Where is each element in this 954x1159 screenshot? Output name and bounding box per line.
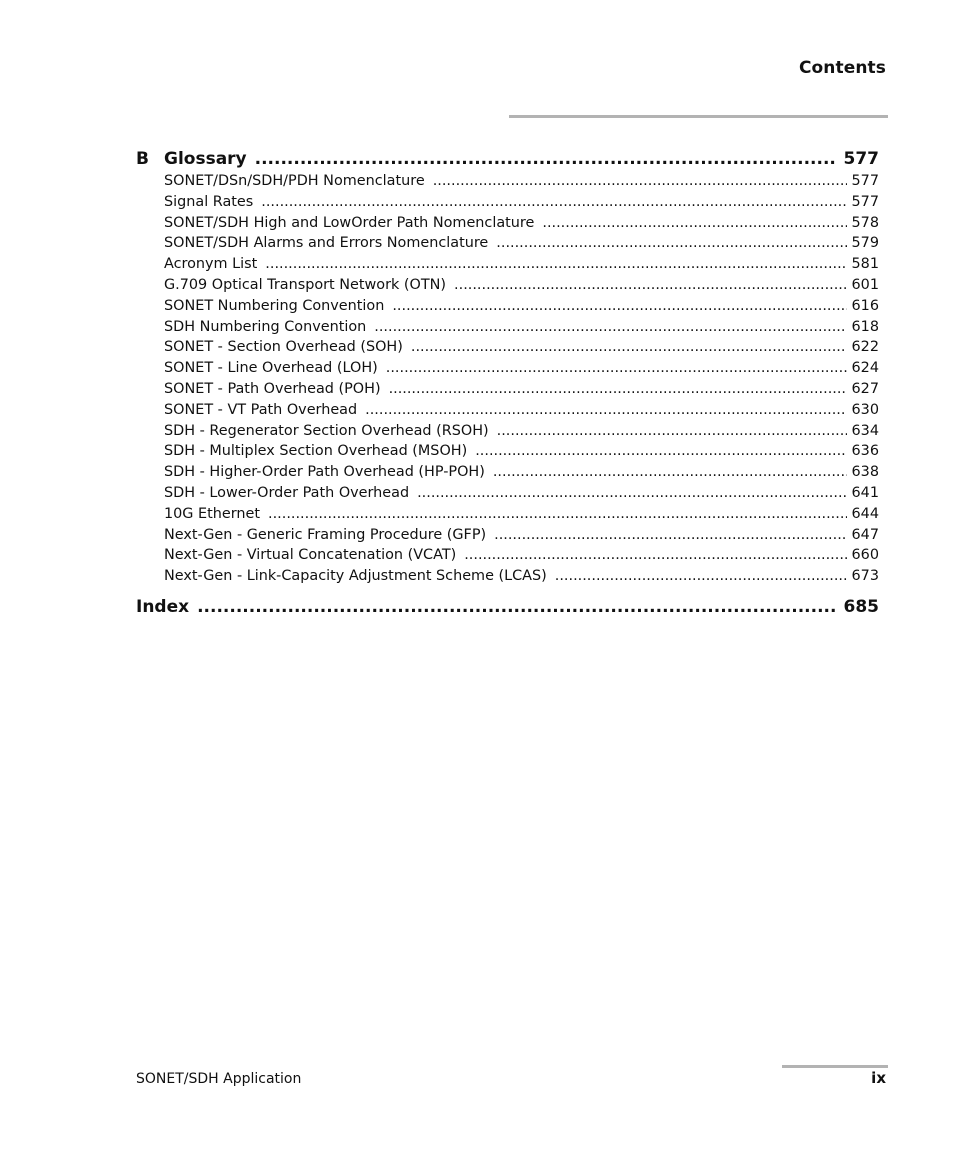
toc-dot-leader [389, 379, 847, 400]
toc-entry[interactable] [136, 296, 879, 317]
toc-entry-title: Next-Gen - Virtual Concatenation (VCAT) [164, 547, 457, 564]
toc-entry[interactable] [136, 441, 879, 462]
toc-entry[interactable] [136, 566, 879, 587]
toc-entry[interactable] [136, 192, 879, 213]
toc-dot-leader [365, 400, 846, 421]
toc-entry-title: SONET/SDH High and LowOrder Path Nomenclature [164, 214, 535, 231]
toc-entry-page: 618 [851, 318, 879, 335]
toc-entry-title: G.709 Optical Transport Network (OTN) [164, 276, 447, 293]
toc-chapter-glossary[interactable] [136, 147, 879, 171]
toc-chapter-page: 685 [843, 596, 879, 617]
toc-dot-leader [374, 317, 846, 338]
toc-entry-title: SDH - Higher-Order Path Overhead (HP-POH) [164, 464, 485, 481]
toc-entry-title: SDH Numbering Convention [164, 318, 367, 335]
toc-entry[interactable] [136, 379, 879, 400]
toc-entry-page: 622 [851, 339, 879, 356]
toc-chapter-number: B [136, 149, 149, 169]
toc-entry-title: SONET/SDH Alarms and Errors Nomenclature [164, 235, 489, 252]
toc-entry[interactable] [136, 317, 879, 338]
toc-entry-title: SONET - Line Overhead (LOH) [164, 360, 378, 377]
toc-entry[interactable] [136, 421, 879, 442]
toc-spacer [136, 587, 879, 595]
footer-document-title: SONET/SDH Application [136, 1071, 302, 1087]
toc-dot-leader [261, 192, 846, 213]
toc-entry-page: 660 [851, 547, 879, 564]
toc-dot-leader [411, 337, 847, 358]
toc-dot-leader [555, 566, 847, 587]
toc-dot-leader [464, 545, 846, 566]
toc-entry-title: Acronym List [164, 256, 258, 273]
toc-chapter-page: 577 [843, 149, 879, 169]
toc-entry-title: SDH - Regenerator Section Overhead (RSOH) [164, 422, 489, 439]
toc-entry[interactable] [136, 545, 879, 566]
footer-page-number: ix [871, 1069, 886, 1087]
toc-entry-title: SDH - Multiplex Section Overhead (MSOH) [164, 443, 468, 460]
toc-entry-page: 624 [851, 360, 879, 377]
toc-dot-leader [497, 421, 847, 442]
toc-dot-leader [493, 462, 847, 483]
toc-dot-leader [496, 233, 846, 254]
toc-entry-page: 578 [851, 214, 879, 231]
toc-entries [136, 171, 879, 587]
toc-entry[interactable] [136, 337, 879, 358]
toc-entry[interactable] [136, 213, 879, 234]
toc-entry[interactable] [136, 504, 879, 525]
toc-dot-leader [386, 358, 847, 379]
toc-entry-page: 647 [851, 526, 879, 543]
toc-dot-leader [494, 525, 846, 546]
toc-entry-page: 577 [851, 193, 879, 210]
toc-entry-title: SONET Numbering Convention [164, 297, 385, 314]
header-rule [509, 115, 888, 118]
toc-entry-page: 644 [851, 505, 879, 522]
toc-entry-page: 634 [851, 422, 879, 439]
toc-entry[interactable] [136, 400, 879, 421]
toc-chapter-title: Glossary [164, 149, 247, 169]
toc-entry-title: SDH - Lower-Order Path Overhead [164, 484, 410, 501]
toc-entry[interactable] [136, 483, 879, 504]
toc-chapter-index[interactable] [136, 595, 879, 619]
toc-entry-page: 581 [851, 256, 879, 273]
toc-entry-page: 627 [851, 380, 879, 397]
toc-entry-title: Next-Gen - Generic Framing Procedure (GFP) [164, 526, 487, 543]
toc-chapter-title: Index [136, 596, 190, 617]
toc-dot-leader [475, 441, 846, 462]
toc-dot-leader [417, 483, 846, 504]
toc-entry-page: 630 [851, 401, 879, 418]
toc-entry-title: 10G Ethernet [164, 505, 261, 522]
toc-entry[interactable] [136, 358, 879, 379]
toc-entry[interactable] [136, 233, 879, 254]
toc-entry-page: 579 [851, 235, 879, 252]
toc-entry-title: SONET - Path Overhead (POH) [164, 380, 381, 397]
toc-dot-leader [542, 213, 846, 234]
toc-entry-title: SONET - Section Overhead (SOH) [164, 339, 403, 356]
toc-entry[interactable] [136, 275, 879, 296]
page-header-title: Contents [798, 58, 886, 78]
toc-entry-title: Next-Gen - Link-Capacity Adjustment Scheme (LCAS) [164, 568, 547, 585]
toc-entry-page: 638 [851, 464, 879, 481]
toc-dot-leader [454, 275, 846, 296]
toc-dot-leader [255, 147, 837, 171]
toc-entry-title: SONET/DSn/SDH/PDH Nomenclature [164, 173, 425, 189]
toc-dot-leader [268, 504, 847, 525]
toc-entry-page: 636 [851, 443, 879, 460]
toc-entry[interactable] [136, 525, 879, 546]
toc-entry-page: 601 [851, 276, 879, 293]
footer-rule [782, 1065, 888, 1068]
toc-entry-page: 616 [851, 297, 879, 314]
toc-entry[interactable] [136, 462, 879, 483]
toc-entry[interactable] [136, 171, 879, 192]
toc-dot-leader [392, 296, 846, 317]
toc-entry-title: SONET - VT Path Overhead [164, 401, 358, 418]
toc-entry-page: 673 [851, 568, 879, 585]
toc-entry-page: 577 [851, 173, 879, 189]
toc-entry-title: Signal Rates [164, 193, 254, 210]
toc-entry-page: 641 [851, 484, 879, 501]
toc-dot-leader [433, 171, 847, 192]
toc-entry[interactable] [136, 254, 879, 275]
toc-dot-leader [265, 254, 846, 275]
toc-dot-leader [197, 595, 836, 619]
table-of-contents [136, 147, 879, 619]
